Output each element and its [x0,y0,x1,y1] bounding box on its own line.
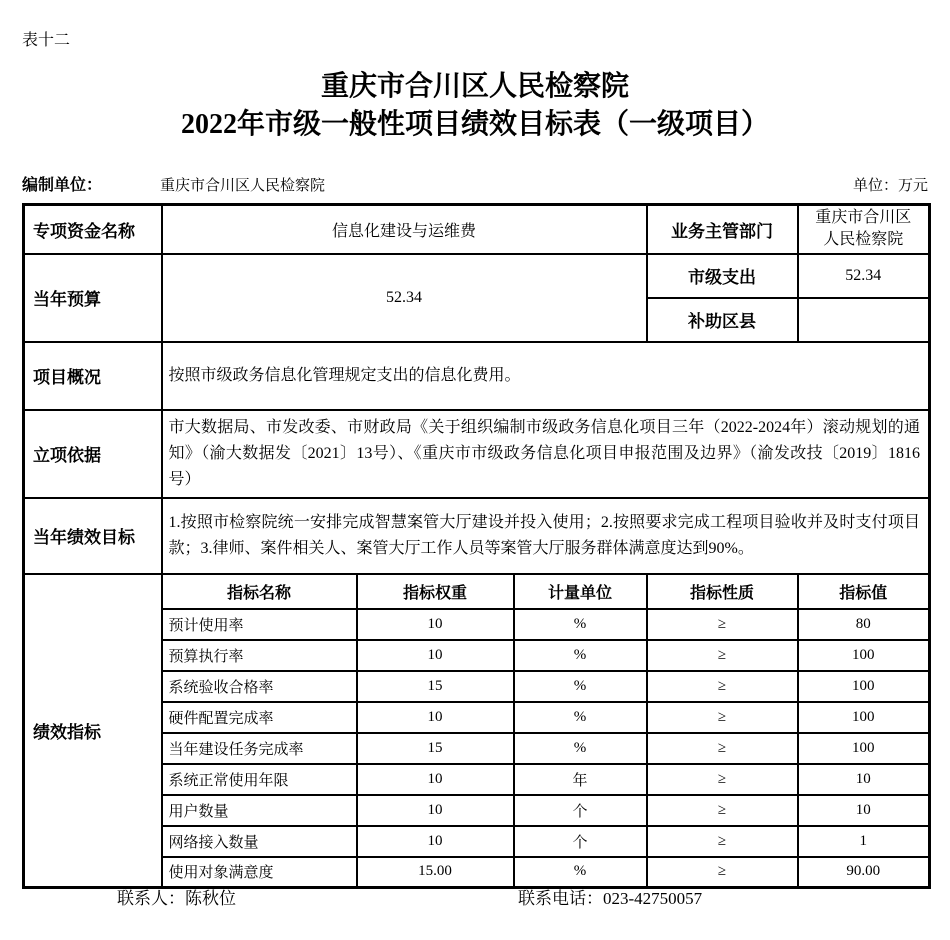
special-fund-row [24,205,930,254]
indicators-label: 绩效指标 [24,574,162,888]
indicator-value: 1 [798,826,930,857]
indicator-relation: ≥ [647,640,798,671]
title-line-2: 2022年市级一般性项目绩效目标表（一级项目） [180,109,769,140]
indicator-unit: % [514,733,647,764]
overview-row [24,342,930,410]
dept-value: 重庆市合川区人民检察院 [815,209,912,249]
city-expense-label: 市级支出 [647,254,798,298]
indicator-unit: % [514,857,647,888]
contact-person: 联系人：陈秋位 [117,889,236,908]
indicator-header-weight: 指标权重 [357,574,514,609]
prepared-by-value: 重庆市合川区人民检察院 [160,178,326,194]
indicator-name: 用户数量 [162,795,357,826]
special-fund-value: 信息化建设与运维费 [162,205,647,254]
indicator-name: 预算执行率 [162,640,357,671]
indicator-header-value: 指标值 [798,574,930,609]
prepared-by-label: 编制单位： [22,177,103,194]
indicator-unit: 个 [514,795,647,826]
document-title [0,68,950,144]
city-expense-value: 52.34 [798,254,930,298]
indicator-relation: ≥ [647,826,798,857]
indicator-value: 10 [798,764,930,795]
dept-label: 业务主管部门 [647,205,798,254]
indicator-value: 90.00 [798,857,930,888]
indicator-value: 100 [798,702,930,733]
indicator-value: 100 [798,640,930,671]
indicator-weight: 15.00 [357,857,514,888]
basis-label: 立项依据 [24,410,162,498]
goal-row [24,498,930,574]
indicator-unit: 年 [514,764,647,795]
indicator-unit: % [514,609,647,640]
indicator-name: 系统正常使用年限 [162,764,357,795]
indicator-weight: 10 [357,640,514,671]
indicator-relation: ≥ [647,764,798,795]
indicator-name: 硬件配置完成率 [162,702,357,733]
special-fund-label: 专项资金名称 [24,205,162,254]
indicator-weight: 10 [357,795,514,826]
goal-value: 1.按照市检察院统一安排完成智慧案管大厅建设并投入使用；2.按照要求完成工程项目验收并及时支付项目款；3.律师、案件相关人、案管大厅工作人员等案管大厅服务群体满意度达到90%。 [162,498,930,574]
indicator-name: 网络接入数量 [162,826,357,857]
indicator-weight: 10 [357,609,514,640]
unit-label: 单位：万元 [852,178,928,194]
budget-label: 当年预算 [24,254,162,342]
indicator-unit: % [514,671,647,702]
indicator-value: 100 [798,671,930,702]
indicator-relation: ≥ [647,795,798,826]
indicator-weight: 10 [357,764,514,795]
indicator-name: 当年建设任务完成率 [162,733,357,764]
subsidy-label: 补助区县 [647,298,798,342]
indicator-header-row [24,574,930,609]
indicator-weight: 10 [357,702,514,733]
indicator-relation: ≥ [647,671,798,702]
indicator-value: 80 [798,609,930,640]
indicator-relation: ≥ [647,609,798,640]
contact-phone: 联系电话：023-42750057 [518,889,703,908]
meta-row [22,172,928,194]
budget-row [24,254,930,298]
overview-label: 项目概况 [24,342,162,410]
indicator-unit: 个 [514,826,647,857]
indicator-weight: 15 [357,733,514,764]
indicator-value: 10 [798,795,930,826]
dept-value-cell [798,205,930,254]
indicator-weight: 15 [357,671,514,702]
indicator-relation: ≥ [647,857,798,888]
indicator-value: 100 [798,733,930,764]
budget-value: 52.34 [162,254,647,342]
title-line-1: 重庆市合川区人民检察院 [320,71,629,102]
footer-row [22,884,928,910]
table-number-label: 表十二 [22,32,71,49]
indicator-weight: 10 [357,826,514,857]
performance-target-table [22,203,931,889]
basis-row [24,410,930,498]
indicator-header-name: 指标名称 [162,574,357,609]
indicator-unit: % [514,702,647,733]
indicator-header-relation: 指标性质 [647,574,798,609]
subsidy-value [798,298,930,342]
indicator-name: 使用对象满意度 [162,857,357,888]
indicator-relation: ≥ [647,702,798,733]
indicator-name: 系统验收合格率 [162,671,357,702]
indicator-header-unit: 计量单位 [514,574,647,609]
indicator-unit: % [514,640,647,671]
indicator-relation: ≥ [647,733,798,764]
indicator-name: 预计使用率 [162,609,357,640]
goal-label: 当年绩效目标 [24,498,162,574]
basis-value: 市大数据局、市发改委、市财政局《关于组织编制市级政务信息化项目三年（2022-2024年）滚动规划的通知》（渝大数据发〔2021〕13号）、《重庆市市级政务信息化项目申报范围及边界》（渝发改技〔2019〕1816号） [162,410,930,498]
overview-value: 按照市级政务信息化管理规定支出的信息化费用。 [162,342,930,410]
